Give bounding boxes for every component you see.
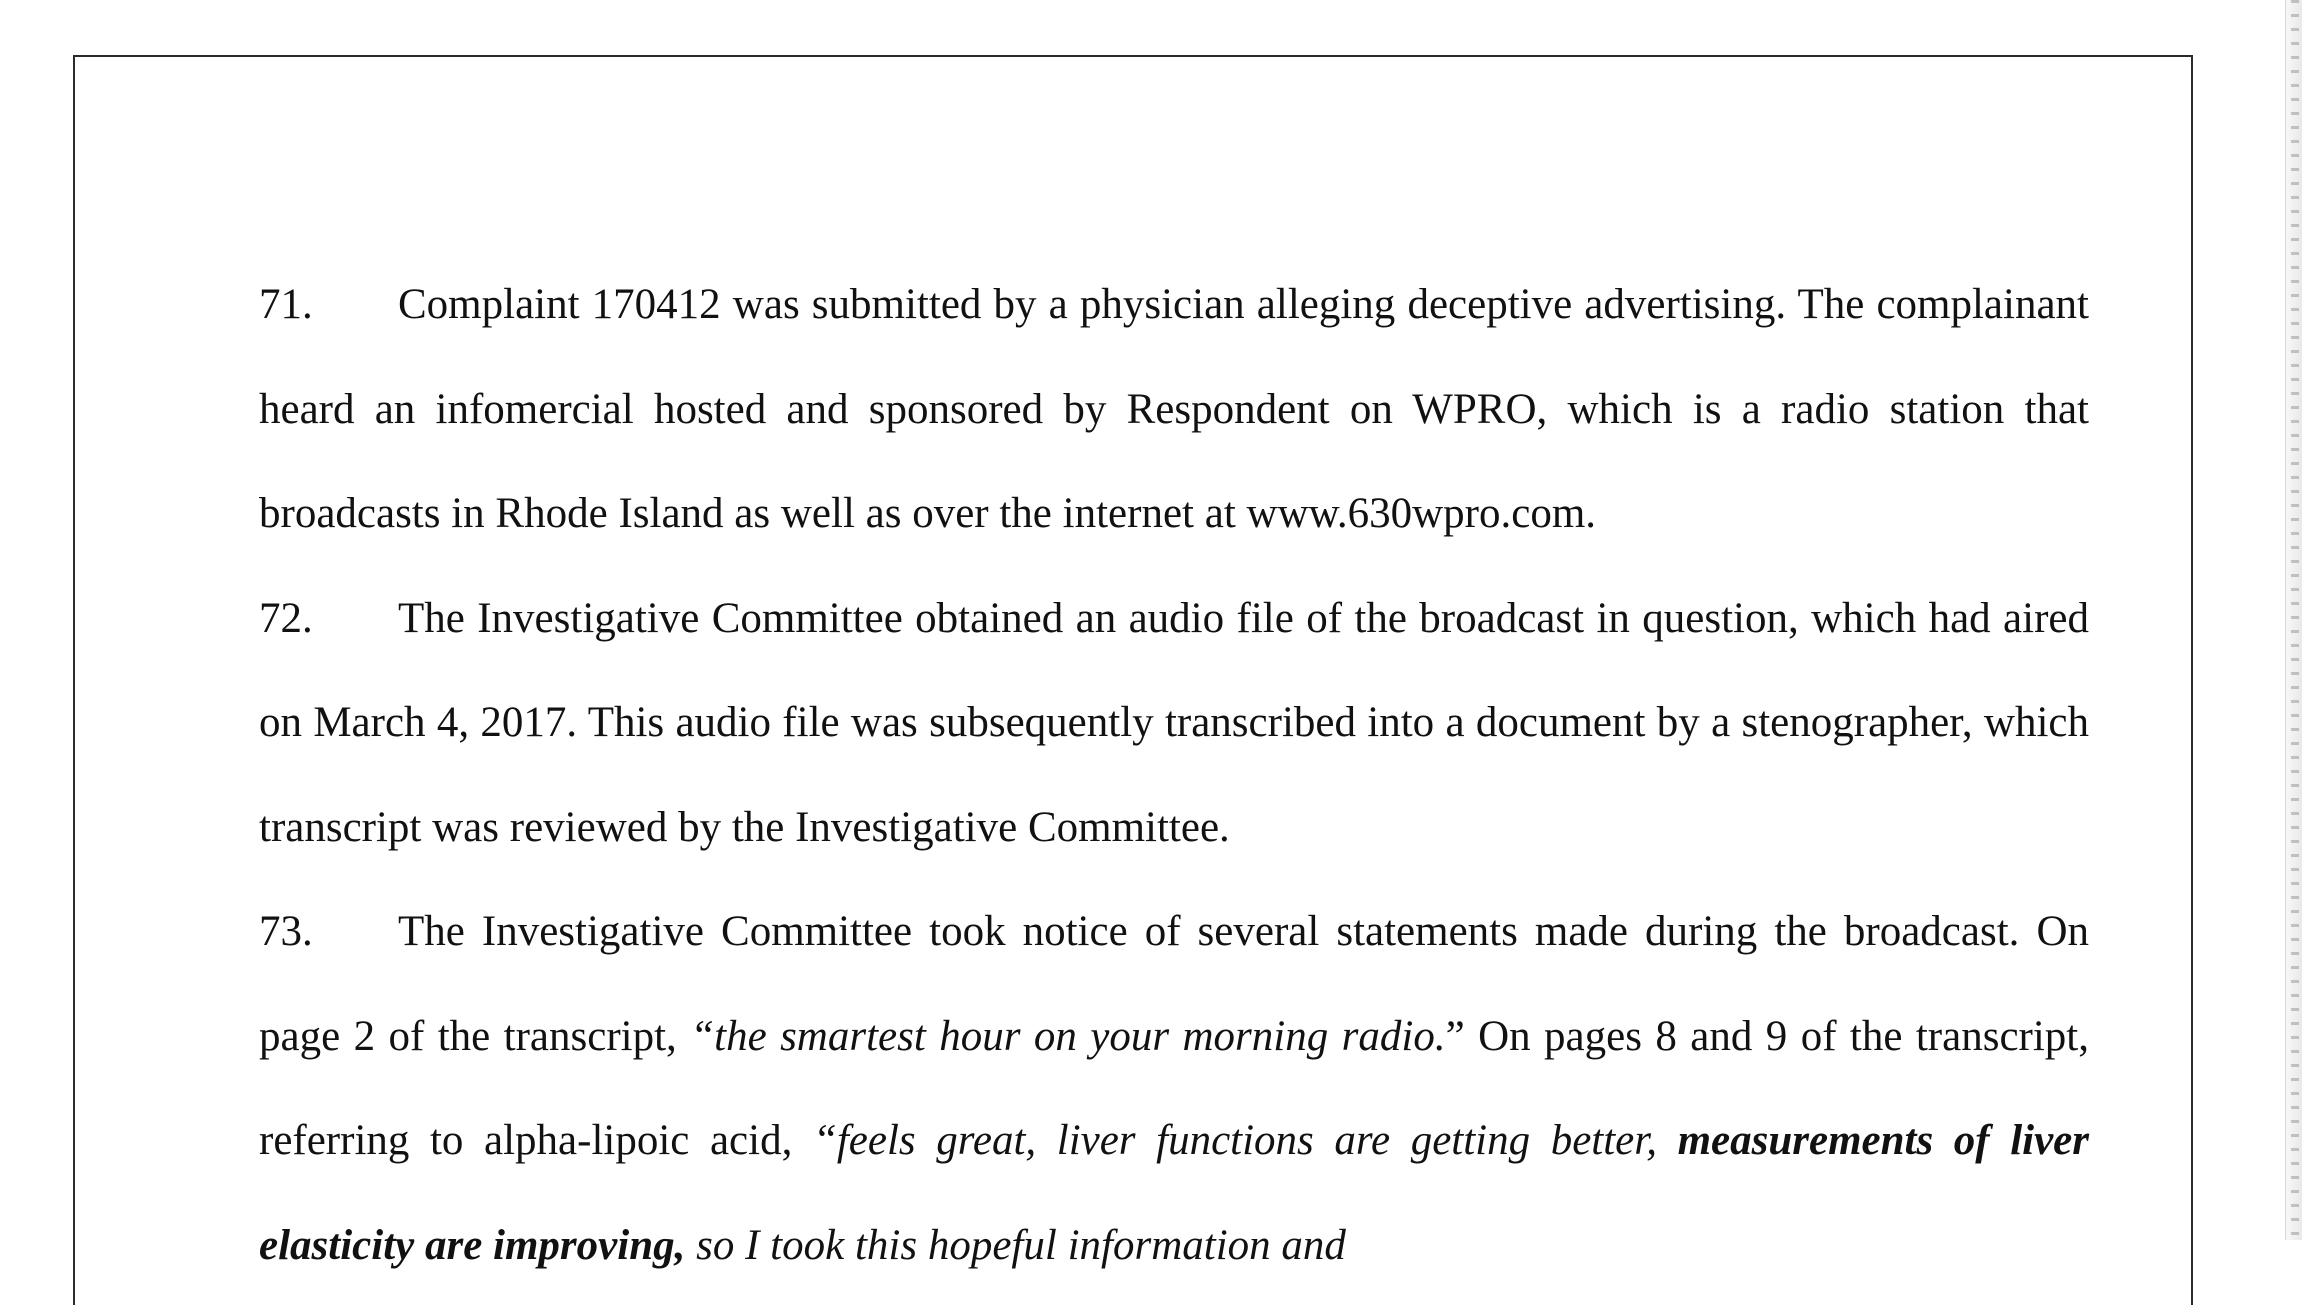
paragraph-text: The Investigative Committee obtained an audio file of the broadcast in question, which had aired on March 4, 2017. This audio file was subsequently transcribed into a document by a stenographer, which transcript was reviewed by the Investigative Committee. xyxy=(259,594,2089,851)
scroll-track-marks xyxy=(2291,0,2299,1240)
paragraph-text: The Investigative Committee took notice of several statements made during the broadcast. On page 2 of the transcript, xyxy=(259,908,2089,1060)
paragraph-number: 72. xyxy=(259,594,313,642)
transcript-quote: “the smartest hour on your morning radio. xyxy=(690,1012,1446,1060)
paragraph-number: 73. xyxy=(259,908,313,955)
paragraph-72 xyxy=(259,567,2089,881)
transcript-quote: “feels great, liver functions are getting better, xyxy=(812,1117,1678,1164)
paragraph-73 xyxy=(259,880,2089,1298)
paragraph-text: ” On pages 8 and 9 of the transcript, referring to alpha-lipoic acid, xyxy=(259,1012,2089,1164)
paragraph-number: 71. xyxy=(259,281,313,328)
emphasized-quote: measurements of liver elasticity are improving, xyxy=(259,1117,2089,1269)
document-page xyxy=(73,55,2193,1305)
document-body xyxy=(259,253,2089,1298)
scrollbar[interactable] xyxy=(2285,0,2302,1240)
paragraph-71 xyxy=(259,253,2089,567)
paragraph-text: Complaint 170412 was submitted by a physician alleging deceptive advertising. The complainant heard an infomercial hosted and sponsored by Respondent on WPRO, which is a radio station that broadcasts in Rhode Island as well as over the internet at www.630wpro.com. xyxy=(259,281,2089,537)
transcript-quote: so I took this hopeful information and xyxy=(685,1221,1346,1269)
